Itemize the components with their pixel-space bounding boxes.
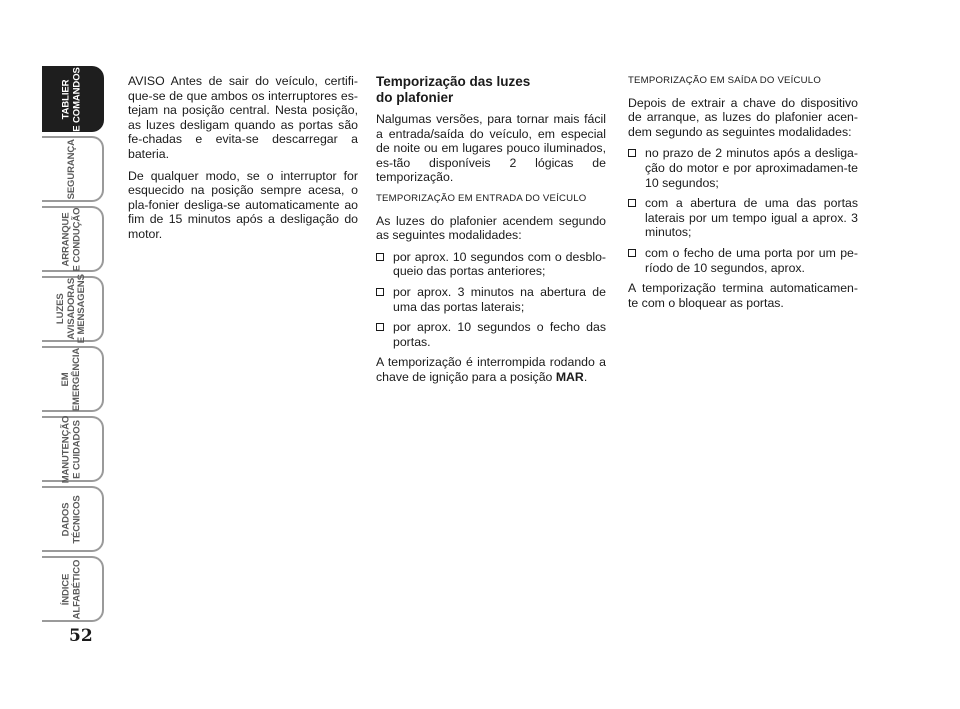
tab-tablier-e-comandos[interactable]: [42, 66, 104, 132]
list-item-text: por aprox. 10 segundos com o desblo-queio das portas anteriores;: [393, 249, 606, 279]
column-3: [628, 74, 858, 317]
bullet-list: [376, 250, 606, 350]
checkbox-bullet-icon: [628, 249, 636, 257]
tab-label: ÍNDICE ALFABÉTICO: [60, 559, 82, 619]
heading-line: do plafonier: [376, 90, 454, 105]
tab-label: EM EMERGÊNCIA: [60, 347, 82, 411]
checkbox-bullet-icon: [376, 253, 384, 261]
paragraph-text: A temporização é interrompida rodando a chave de ignição para a posição: [376, 355, 606, 384]
column-1: [128, 74, 358, 249]
list-item: [628, 146, 858, 190]
column-2: [376, 74, 606, 392]
tab-label: MANUTENÇÃO E CUIDADOS: [60, 415, 83, 483]
checkbox-bullet-icon: [376, 288, 384, 296]
paragraph: [376, 355, 606, 384]
subheading: TEMPORIZAÇÃO EM SAÍDA DO VEÍCULO: [628, 75, 821, 86]
checkbox-bullet-icon: [628, 149, 636, 157]
list-item-text: com o fecho de uma porta por um pe-ríodo de 10 segundos, aprox.: [645, 245, 858, 275]
tab-label: LUZES AVISADORAS E MENSAGENS: [55, 274, 88, 344]
tab-em-emergencia[interactable]: [42, 346, 104, 412]
list-item-text: no prazo de 2 minutos após a desliga-ção do motor e por aproximadamen-te 10 segundos;: [645, 146, 858, 190]
paragraph: As luzes do plafonier acendem segundo as seguintes modalidades:: [376, 213, 606, 243]
tab-label: DADOS TÉCNICOS: [60, 494, 82, 544]
list-item: [628, 246, 858, 275]
checkbox-bullet-icon: [628, 199, 636, 207]
paragraph: Depois de extrair a chave do dispositivo de arranque, as luzes do plafonier acen-dem segundo as seguintes modalidades:: [628, 95, 858, 139]
tab-dados-tecnicos[interactable]: [42, 486, 104, 552]
list-item-text: por aprox. 3 minutos na abertura de uma das portas laterais;: [393, 284, 606, 314]
subheading: TEMPORIZAÇÃO EM ENTRADA DO VEÍCULO: [376, 192, 587, 204]
tab-arranque-e-conducao[interactable]: [42, 206, 104, 272]
key-position: MAR: [555, 369, 584, 384]
tab-label: ARRANQUE E CONDUÇÃO: [60, 207, 83, 271]
list-item-text: por aprox. 10 segundos o fecho das portas.: [393, 320, 606, 349]
page-number: 52: [69, 626, 93, 646]
paragraph: Nalgumas versões, para tornar mais fácil a entrada/saída do veículo, em especial de noite ou em lugares pouco iluminados, es-tão disponíveis 2 lógicas de temporização.: [376, 112, 606, 185]
list-item: [628, 196, 858, 240]
tab-manutencao-e-cuidados[interactable]: [42, 416, 104, 482]
paragraph-text: .: [583, 369, 588, 384]
tab-luzes-avisadoras[interactable]: [42, 276, 104, 342]
paragraph: De qualquer modo, se o interruptor for esquecido na posição sempre acesa, o pla-fonier desliga-se automaticamente ao fim de 15 minutos após a desligação do motor.: [128, 168, 358, 241]
section-heading: [376, 74, 606, 106]
list-item: [376, 285, 606, 314]
bullet-list: [628, 146, 858, 275]
list-item: [376, 250, 606, 279]
list-item: [376, 320, 606, 349]
tab-seguranca[interactable]: [42, 136, 104, 202]
warning-paragraph: AVISO Antes de sair do veículo, certifi-que-se de que ambos os interruptores es-tejam na posição central. Nesta posição, as luzes desligam quando as portas são fe-chadas e evita-se descarregar a bateria.: [128, 74, 358, 161]
heading-line: Temporização das luzes: [376, 74, 531, 89]
checkbox-bullet-icon: [376, 323, 384, 331]
paragraph: A temporização termina automaticamen-te com o bloquear as portas.: [628, 281, 858, 310]
tab-label: TABLIER E COMANDOS: [60, 66, 83, 132]
list-item-text: com a abertura de uma das portas laterais por um tempo igual a aprox. 3 minutos;: [645, 196, 858, 240]
tab-indice-alfabetico[interactable]: [42, 556, 104, 622]
tab-label: SEGURANÇA: [65, 138, 77, 200]
